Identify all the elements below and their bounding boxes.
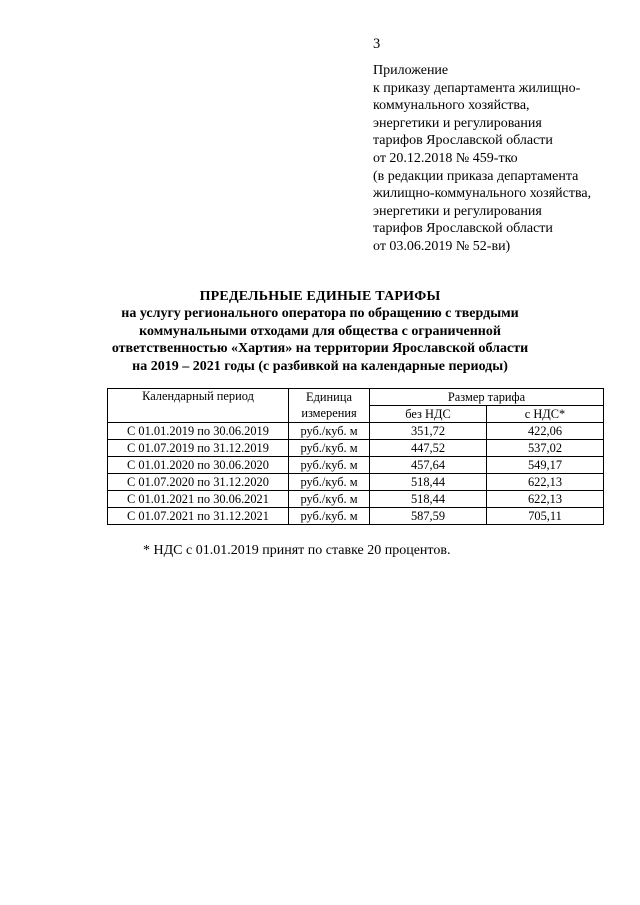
cell-with-vat: 422,06 [487,423,604,440]
title-line: на услугу регионального оператора по обращению с твердыми [121,306,519,322]
cell-with-vat: 549,17 [487,457,604,474]
cell-without-vat: 587,59 [370,508,487,525]
header-with-vat: с НДС* [487,406,604,423]
cell-unit: руб./куб. м [289,440,370,457]
table-row [108,440,604,457]
appendix-line: от 20.12.2018 № 459-тко [373,150,518,166]
cell-with-vat: 705,11 [487,508,604,525]
appendix-line: жилищно-коммунального хозяйства, [373,186,592,202]
cell-unit: руб./куб. м [289,474,370,491]
page-number: 3 [373,36,381,52]
cell-with-vat: 537,02 [487,440,604,457]
cell-period: С 01.07.2019 по 31.12.2019 [108,440,289,457]
appendix-line: тарифов Ярославской области [373,221,553,237]
table-row [108,457,604,474]
header-unit-line1: Единица [289,389,370,406]
cell-unit: руб./куб. м [289,423,370,440]
appendix-line: энергетики и регулирования [373,203,542,219]
table-row [108,508,604,525]
cell-without-vat: 518,44 [370,491,487,508]
appendix-header [373,62,591,256]
title-line: коммунальными отходами для общества с ограниченной [139,323,501,339]
vat-footnote: * НДС с 01.01.2019 принят по ставке 20 процентов. [143,543,451,558]
header-unit-line2: измерения [289,406,370,423]
title-line: на 2019 – 2021 годы (с разбивкой на календарные периоды) [132,358,508,374]
appendix-line: Приложение [373,63,449,78]
header-period: Календарный период [108,389,289,423]
cell-without-vat: 447,52 [370,440,487,457]
header-tariff-size: Размер тарифа [370,389,604,406]
cell-period: С 01.01.2021 по 30.06.2021 [108,491,289,508]
appendix-line: тарифов Ярославской области [373,133,553,149]
cell-period: С 01.01.2020 по 30.06.2020 [108,457,289,474]
cell-period: С 01.01.2019 по 30.06.2019 [108,423,289,440]
cell-without-vat: 457,64 [370,457,487,474]
document-title [100,288,540,375]
title-line: ответственностью «Хартия» на территории Ярославской области [111,341,529,357]
cell-unit: руб./куб. м [289,508,370,525]
cell-unit: руб./куб. м [289,491,370,508]
appendix-line: энергетики и регулирования [373,115,542,131]
appendix-line: коммунального хозяйства, [373,98,530,114]
tariff-table [107,388,604,525]
cell-with-vat: 622,13 [487,474,604,491]
cell-period: С 01.07.2020 по 31.12.2020 [108,474,289,491]
table-row [108,474,604,491]
table-header-row [108,389,604,406]
cell-period: С 01.07.2021 по 31.12.2021 [108,508,289,525]
title-main: ПРЕДЕЛЬНЫЕ ЕДИНЫЕ ТАРИФЫ [199,289,441,304]
table-row [108,423,604,440]
cell-unit: руб./куб. м [289,457,370,474]
cell-with-vat: 622,13 [487,491,604,508]
appendix-line: (в редакции приказа департамента [373,168,579,184]
header-without-vat: без НДС [370,406,487,423]
appendix-line: к приказу департамента жилищно- [373,80,581,96]
appendix-line: от 03.06.2019 № 52-ви) [373,238,511,254]
cell-without-vat: 518,44 [370,474,487,491]
cell-without-vat: 351,72 [370,423,487,440]
table-row [108,491,604,508]
